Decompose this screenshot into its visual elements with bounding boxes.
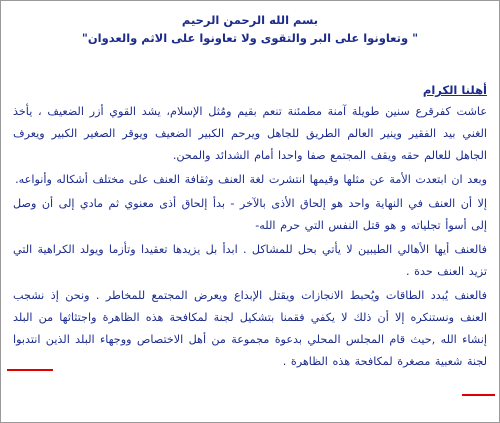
basmala-heading: بسم الله الرحمن الرحيم: [181, 13, 319, 27]
letter-body: [13, 11, 487, 375]
red-underline-mark-lower: [462, 394, 495, 396]
quran-verse: " وتعاونوا على البر والتقوى ولا تعاونوا على الاثم والعدوان": [81, 31, 419, 45]
red-underline-mark-upper: [7, 369, 53, 371]
paragraph-3: إلا أن العنف في النهاية واحد هو إلحاق الأذى بالآخر - بدأ إلحاق أذى معنوي ثم مادي إلى أن وصل إلى أسوأ تجلياته و هو قتل النفس التي حرم الله-: [13, 197, 487, 232]
paragraph-1: عاشت كفرقرع سنين طويلة آمنة مطمئنة تنعم بقيم ومُثل الإسلام، يشد القوي أزر الضعيف ، يأخذ الغني بيد الفقير وينير العالم الطريق للجاهل ويرحم الكبير الضعيف ويوقر الصغير الكبير ويعرف الجاهل للعالم حقه ويقف المجتمع صفا واحدا أمام الشدائد والمحن.: [13, 105, 487, 162]
paragraph-4: فالعنف أيها الأهالي الطيبين لا يأتي بحل للمشاكل . ابدأ بل يزيدها تعقيدا وتأزما ويولد الكراهية التي تزيد العنف حدة .: [13, 243, 487, 278]
paragraph-2: وبعد ان ابتعدت الأمة عن مثلها وقيمها انتشرت لغة العنف وثقافة العنف على مختلف أشكاله وأنواعه.: [15, 173, 487, 186]
greeting-heading: أهلنا الكرام: [422, 83, 487, 97]
paragraph-5: فالعنف يُبدد الطاقات ويُحبط الانجازات ويقتل الإبداع ويعرض المجتمع للمخاطر . ونحن إذ نشجب العنف ونستنكره إلا أن ذلك لا يكفي فقمنا بتشكيل لجنة لمكافحة هذه الظاهرة واجتثاثها من البلد إنشاء الله ,حيث قام المجلس المحلي بدعوة مجموعة من أهل الاختصاص ووجهاء البلد الذين انتدبوا لجنة شعبية مصغرة لمكافحة هذه الظاهرة .: [13, 289, 487, 368]
